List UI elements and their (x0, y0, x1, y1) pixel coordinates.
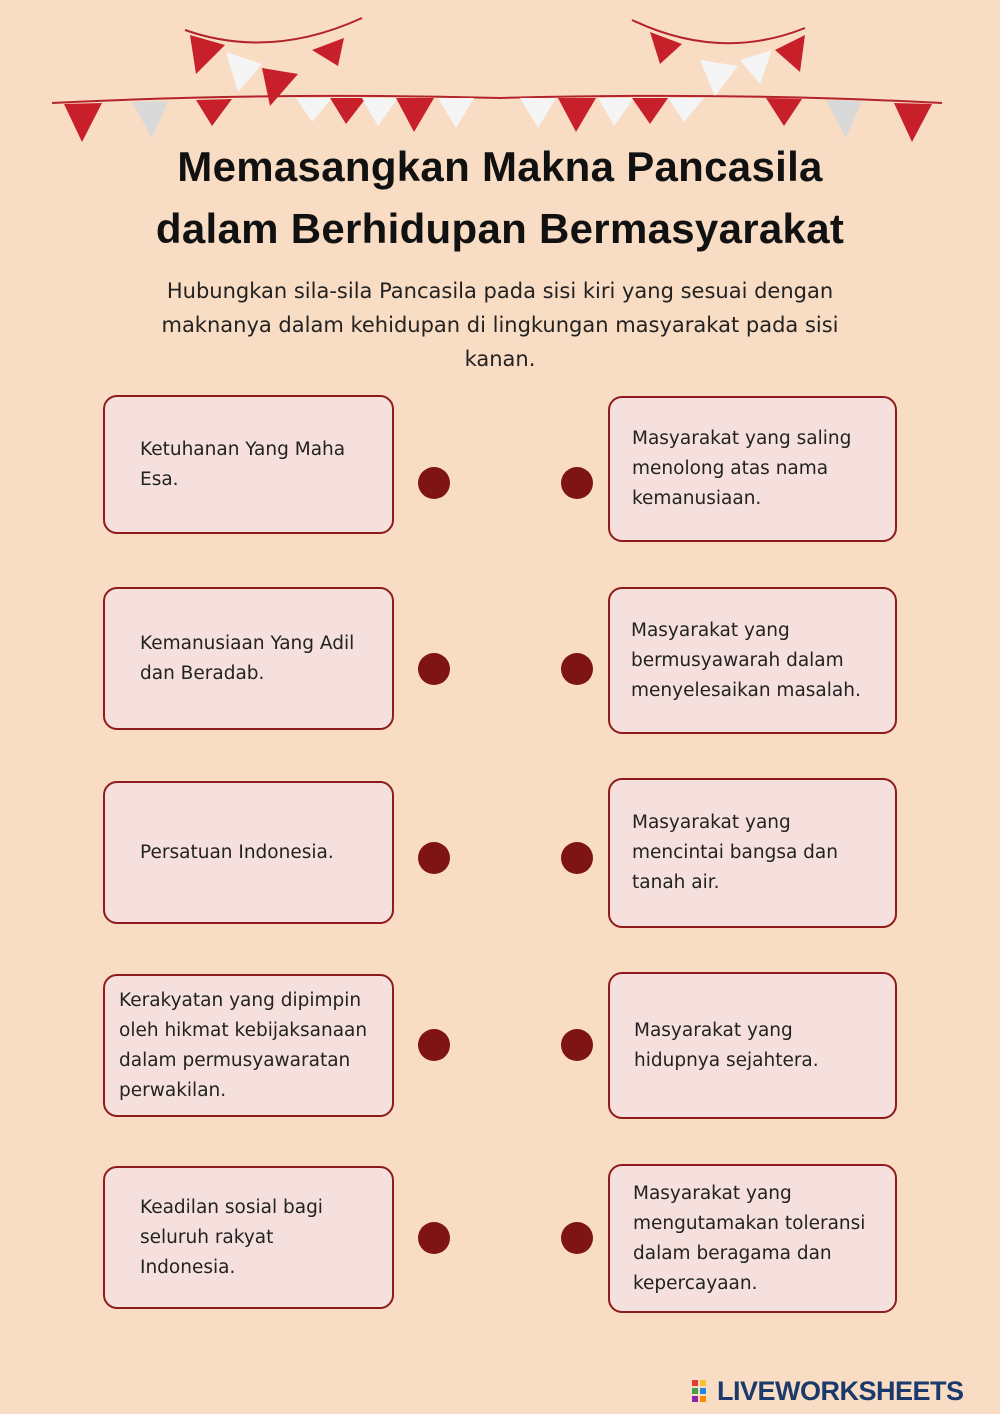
bunting-flag (438, 98, 474, 128)
left-card-sila-3 (103, 781, 394, 924)
bunting-flag (262, 68, 298, 106)
liveworksheets-logo-text: LIVEWORKSHEETS (717, 1375, 964, 1406)
left-card-text-line: Indonesia. (140, 1256, 236, 1278)
right-card-meaning-2 (608, 587, 897, 734)
bunting-flag (826, 100, 862, 138)
right-card-text-line: Masyarakat yang (631, 619, 790, 641)
bunting-flag (362, 98, 398, 126)
right-connector-dot-2[interactable] (561, 653, 593, 685)
bunting-flag (330, 98, 366, 124)
bunting-flag (190, 35, 225, 74)
left-card-sila-2 (103, 587, 394, 730)
right-connector-dot-5[interactable] (561, 1222, 593, 1254)
left-connector-dot-4[interactable] (418, 1029, 450, 1061)
instruction-line-1: Hubungkan sila-sila Pancasila pada sisi kiri yang sesuai dengan (166, 279, 834, 303)
left-card-text-line: seluruh rakyat (140, 1226, 274, 1248)
bunting-decoration (0, 0, 1000, 150)
right-card-text-line: Masyarakat yang (633, 1182, 792, 1204)
left-card-sila-5 (103, 1166, 394, 1309)
bunting-string (185, 18, 362, 43)
bunting-flag (894, 103, 932, 142)
bunting-flag (558, 98, 596, 132)
bunting-flag (396, 98, 434, 132)
bunting-flag (668, 98, 704, 122)
right-card-text-line: dalam beragama dan (633, 1242, 832, 1264)
left-connector-dot-2[interactable] (418, 653, 450, 685)
left-card-text-line: Kemanusiaan Yang Adil (140, 632, 355, 654)
bunting-flag (312, 38, 344, 66)
right-card-text-line: mencintai bangsa dan (632, 842, 838, 863)
right-card-text-line: menyelesaikan masalah. (631, 679, 861, 701)
instruction-line-3: kanan. (464, 347, 536, 371)
right-card-text-line: Masyarakat yang (634, 1019, 793, 1041)
left-card-text-line: oleh hikmat kebijaksanaan (119, 1019, 368, 1041)
bunting-flag (700, 60, 738, 96)
page-title-line-2: dalam Berhidupan Bermasyarakat (155, 205, 845, 252)
right-connector-dot-4[interactable] (561, 1029, 593, 1061)
right-card-meaning-3 (608, 778, 897, 928)
instruction-line-2: maknanya dalam kehidupan di lingkungan masyarakat pada sisi (161, 313, 839, 337)
right-card-text-line: kemanusiaan. (632, 488, 762, 509)
right-card-text-line: hidupnya sejahtera. (634, 1049, 819, 1071)
right-card-meaning-5 (608, 1164, 897, 1313)
left-connector-dot-1[interactable] (418, 467, 450, 499)
bunting-flag (632, 98, 668, 124)
bunting-flag (598, 98, 634, 126)
bunting-flag (226, 52, 262, 92)
right-card-text-line: bermusyawarah dalam (631, 649, 844, 671)
page-title-line-1: Memasangkan Makna Pancasila (177, 143, 823, 190)
bunting-flag (64, 103, 102, 142)
right-card-text-line: Masyarakat yang saling (632, 428, 852, 449)
left-connector-dot-5[interactable] (418, 1222, 450, 1254)
left-card-text-line: Persatuan Indonesia. (140, 841, 334, 863)
bunting-flag (132, 101, 168, 138)
bunting-flag (520, 98, 556, 128)
right-card-text-line: mengutamakan toleransi (633, 1212, 866, 1234)
left-card-sila-1 (103, 395, 394, 534)
liveworksheets-logo-icon (692, 1380, 714, 1402)
left-connector-dot-3[interactable] (418, 842, 450, 874)
bunting-string (52, 96, 942, 103)
left-card-sila-4 (103, 974, 394, 1117)
left-card-text-line: dalam permusyawaratan (119, 1049, 351, 1071)
bunting-flag (740, 50, 772, 84)
right-card-text-line: kepercayaan. (633, 1272, 758, 1294)
left-card-text-line: perwakilan. (119, 1079, 227, 1101)
right-card-text-line: tanah air. (632, 872, 720, 893)
right-connector-dot-3[interactable] (561, 842, 593, 874)
left-card-text-line: dan Beradab. (140, 662, 265, 684)
left-card-text-line: Ketuhanan Yang Maha (140, 438, 346, 460)
bunting-flag (775, 35, 805, 72)
bunting-flag (196, 99, 232, 126)
right-card-meaning-4 (608, 972, 897, 1119)
right-card-text-line: Masyarakat yang (632, 812, 791, 833)
right-connector-dot-1[interactable] (561, 467, 593, 499)
left-card-text-line: Keadilan sosial bagi (140, 1196, 323, 1218)
left-card-text-line: Esa. (140, 468, 179, 490)
bunting-flag (296, 98, 332, 122)
bunting-flag (766, 98, 802, 126)
right-card-text-line: menolong atas nama (632, 458, 829, 479)
liveworksheets-logo[interactable] (692, 1374, 964, 1408)
right-card-meaning-1 (608, 396, 897, 542)
left-card-text-line: Kerakyatan yang dipimpin (119, 989, 362, 1011)
